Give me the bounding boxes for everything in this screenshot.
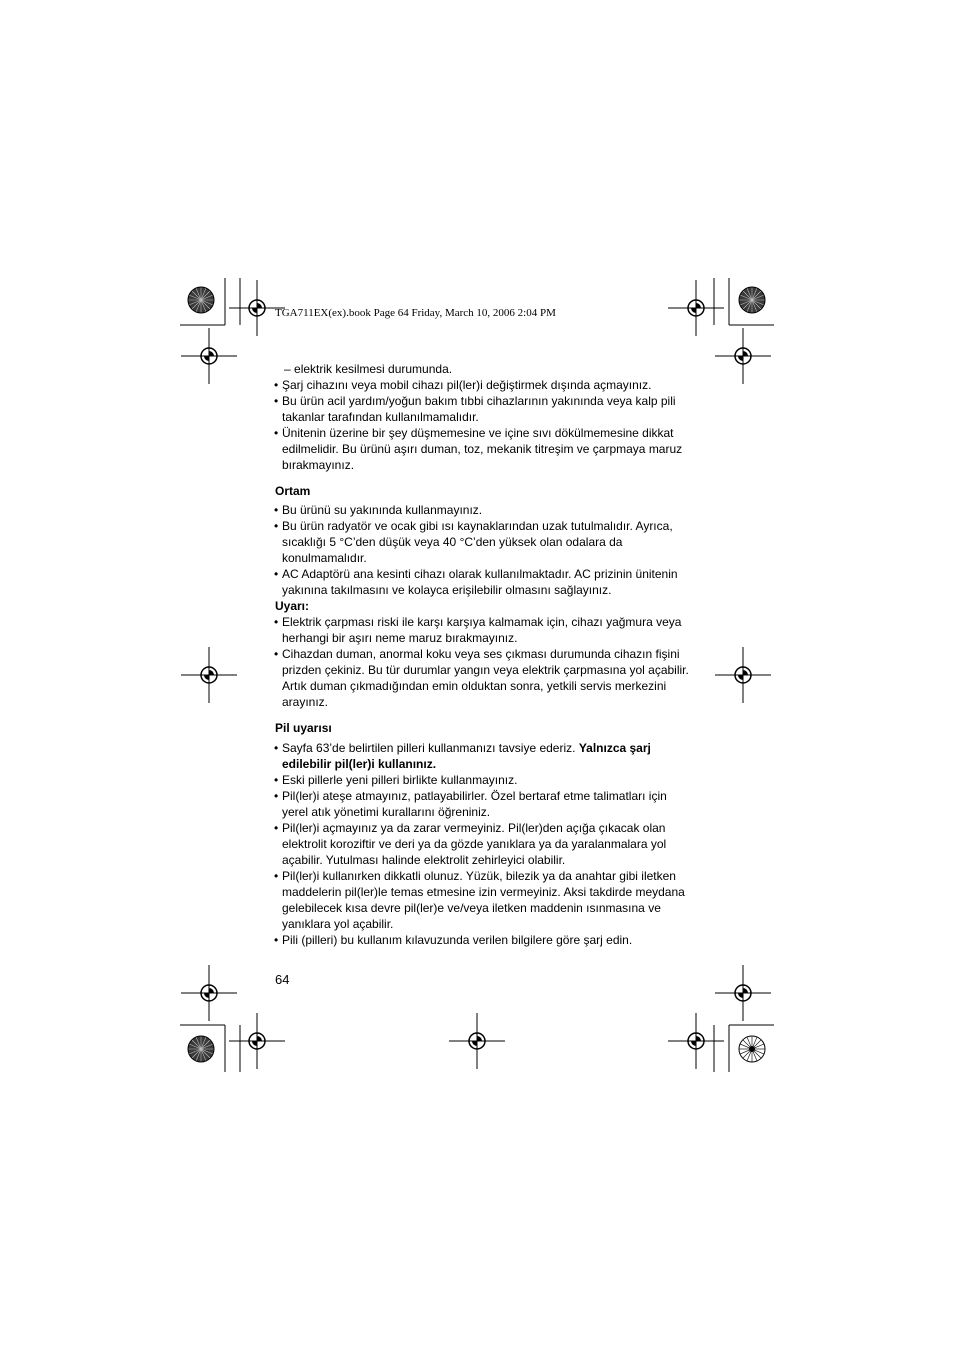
- section-heading-pil: Pil uyarısı: [275, 721, 332, 735]
- list-item: • Pili (pilleri) bu kullanım kılavuzunda verilen bilgilere göre şarj edin.: [275, 932, 695, 948]
- list-item: • Sayfa 63’de belirtilen pilleri kullanmanızı tavsiye ederiz. Yalnızca şarj edilebilir pil(ler)i kullanınız.: [275, 740, 695, 772]
- list-item: • Bu ürünü su yakınında kullanmayınız.: [275, 502, 695, 518]
- print-header: TGA711EX(ex).book Page 64 Friday, March 10, 2006 2:04 PM: [275, 307, 556, 319]
- list-item: • Eski pillerle yeni pilleri birlikte kullanmayınız.: [275, 772, 695, 788]
- list-item: • AC Adaptörü ana kesinti cihazı olarak kullanılmaktadır. AC prizinin ünitenin yakınına takılmasını ve kolayca erişilebilir olmasını sağlayınız.: [275, 566, 695, 598]
- list-item: • Pil(ler)i ateşe atmayınız, patlayabilirler. Özel bertaraf etme talimatları için yerel atık yönetimi kurallarını öğreniniz.: [275, 788, 695, 820]
- list-item: • Cihazdan duman, anormal koku veya ses çıkması durumunda cihazın fişini prizden çekiniz. Bu tür durumlar yangın veya elektrik çarpmasına yol açabilir. Artık duman çıkmadığından emin olduktan sonra, yetkili servis merkezini arayınız.: [275, 646, 695, 710]
- page-number: 64: [275, 972, 290, 987]
- list-item: • Ünitenin üzerine bir şey düşmemesine ve içine sıvı dökülmemesine dikkat edilmelidir. Bu ürünü aşırı duman, toz, mekanik titreşim ve çarpmaya maruz bırakmayınız.: [275, 425, 695, 473]
- section-heading-uyari: Uyarı:: [275, 599, 310, 613]
- list-item: • Bu ürün acil yardım/yoğun bakım tıbbi cihazlarının yakınında veya kalp pili takanlar tarafından kullanılmamalıdır.: [275, 393, 695, 425]
- list-item: • Bu ürün radyatör ve ocak gibi ısı kaynaklarından uzak tutulmalıdır. Ayrıca, sıcaklığı 5 °C’den düşük veya 40 °C’den yüksek olan odalara da konulmamalıdır.: [275, 518, 695, 566]
- list-item: • Pil(ler)i açmayınız ya da zarar vermeyiniz. Pil(ler)den açığa çıkacak olan elektrolit koroziftir ve deri ya da gözde yanıklara ya da yaralanmalara yol açabilir. Yutulması halinde elektrolit zehirleyici olabilir.: [275, 820, 695, 868]
- list-item: • Elektrik çarpması riski ile karşı karşıya kalmamak için, cihazı yağmura veya herhangi bir aşırı neme maruz bırakmayınız.: [275, 614, 695, 646]
- page-content: [275, 361, 695, 948]
- list-item: • Pil(ler)i kullanırken dikkatli olunuz. Yüzük, bilezik ya da anahtar gibi iletken maddelerin pil(ler)le temas etmesine izin vermeyiniz. Aksi takdirde meydana gelebilecek kısa devre pil(ler)e ve/veya iletken maddenin ısınmasına ve yanıklara yol açabilir.: [275, 868, 695, 932]
- section-heading-ortam: Ortam: [275, 484, 311, 498]
- dash-item: – elektrik kesilmesi durumunda.: [284, 362, 453, 376]
- list-item: • Şarj cihazını veya mobil cihazı pil(ler)i değiştirmek dışında açmayınız.: [275, 377, 695, 393]
